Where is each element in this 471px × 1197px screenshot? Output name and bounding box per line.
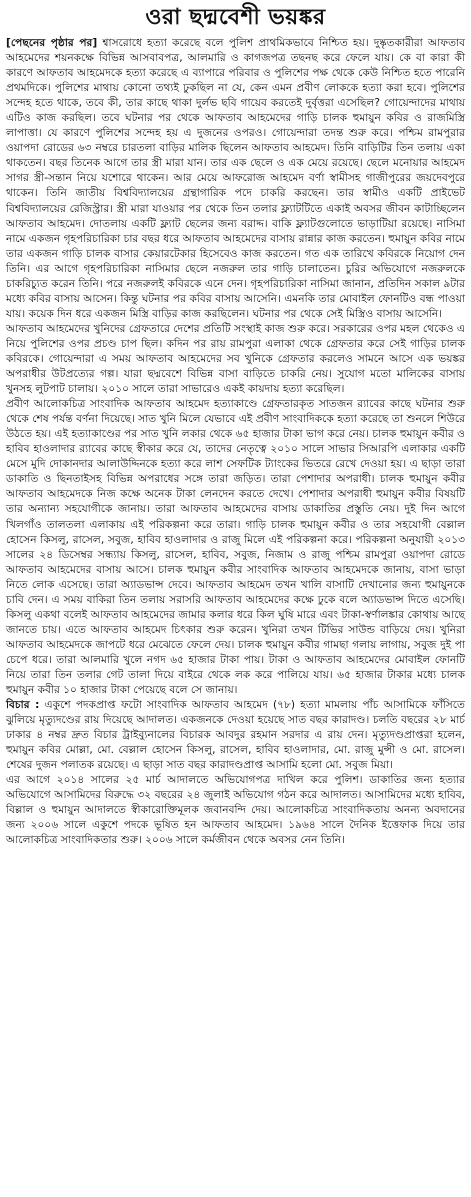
article-headline: ওরা ছদ্মবেশী ভয়ঙ্কর (145, 5, 326, 30)
article-paragraph-3 (6, 397, 465, 698)
article-paragraph-4 (6, 698, 465, 773)
section-lead-verdict: বিচার : (6, 699, 40, 712)
article-paragraph-2 (6, 322, 465, 397)
paragraph-text: এর আগে ২০১৪ সালের ২৫ মার্চ আদালতে অভিযোগপত্র দাখিল করে পুলিশ। ডাকাতির জন্য হত্যার অভিযোগে আসামিদের বিরুদ্ধে ৩২ বছরের ২৪ জুলাই অভিযোগ গঠন করে আদালত। আসামিদের মধ্যে হাবিব, বিল্লাল ও হুমায়ুন আদালতে স্বীকারোক্তিমূলক জবানবন্দি দেয়। আলোকচিত্র সাংবাদিকতায় অনন্য অবদানের জন্য ২০০৬ সালে একুশে পদকে ভূষিত হন আফতাব আহমেদ। ১৯৬৪ সালে দৈনিক ইত্তেফাক দিয়ে তার আলোকচিত্র সাংবাদিকতার শুরু। ২০০৬ সালে কর্মজীবন থেকে অবসর নেন তিনি। (6, 774, 465, 847)
article-paragraph-5 (6, 773, 465, 848)
paragraph-text: একুশে পদকপ্রাপ্ত ফটো সাংবাদিক আফতাব আহমেদ (৭৮) হত্যা মামলায় পাঁচ আসামিকে ফাঁসিতে ঝুলিয়ে মৃত্যুদণ্ডের রায় দিয়েছে আদালত। একজনকে দেওয়া হয়েছে সাত বছর কারাদণ্ড। চলতি বছরের ২৮ মার্চ ঢাকার ৪ নম্বর দ্রুত বিচার ট্রাইব্যুনালের বিচারক আবদুর রহমান সরদার এ রায় দেন। মৃত্যুদণ্ডপ্রাপ্তরা হলেন, হুমায়ুন কবির মোল্লা, মো. বেল্লাল হোসেন কিসলু, রাসেল, হাবিব হাওলাদার, মো. রাজু মুন্সী ও মো. রাসেল। শেষের দুজন পলাতক রয়েছে। এ ছাড়া সাত বছর কারাদণ্ডপ্রাপ্ত আসামি হলো মো. সবুজ মিয়া। (6, 699, 466, 772)
paragraph-text: শ্বাসরোধে হত্যা করেছে বলে পুলিশ প্রাথমিকভাবে নিশ্চিত হয়। দুষ্কৃতকারীরা আফতাব আহমেদের শয়নকক্ষে বিভিন্ন আসবাবপত্র, আলমারি ও কাগজপত্র তছনছ করে ফেলে যায়। কে বা কারা কী কারণে আফতাব আহমেদকে হত্যা করেছে এ ব্যাপারে পরিবার ও পুলিশের পক্ষ থেকে কেউ নিশ্চিত হতে পারেনি প্রথমদিকে। পুলিশের মাথায় কোনো তথ্যই ঢুকছিল না যে, কেন এমন প্রবীণ লোককে হত্যা করা হবে। পুলিশের সন্দেহ হতে থাকে, তবে কী, তার কাছে থাকা দুর্লভ ছবি গায়েব করতেই দুর্বৃত্তরা এসেছিল? গোয়েন্দাদের মাথায় এটিও কাজ করছিল। তবে ঘটনার পর থেকে আফতাব আহমেদের গাড়ি চালক হুমায়ুন কবির ও রাজমিস্ত্রি লাপাত্তা। যে কারণে পুলিশের সন্দেহ হয় এ দুজনের ওপরও। গোয়েন্দারা তদন্ত শুরু করে। পশ্চিম রামপুরার ওয়াপদা রোডের ৬৩ নম্বরে চারতলা বাড়ির মালিক ছিলেন আফতাব আহমেদ। তিনি বাড়িটির তিন তলায় একা থাকতেন। বছর তিনেক আগে তার স্ত্রী মারা যান। তার এক ছেলে ও এক মেয়ে রয়েছে। ছেলে মনোয়ার আহমেদ সাগর স্ত্রী-সন্তান নিয়ে যশোরে থাকেন। আর মেয়ে আফরোজ আহমেদ বর্ণা স্বামীসহ গাজীপুরের জয়দেবপুরে থাকেন। তিনি জাতীয় বিশ্ববিদ্যালয়ের গ্রন্থাগারিক পদে চাকরি করছেন। তার স্বামীও একটি প্রাইভেট বিশ্ববিদ্যালয়ের রেজিস্ট্রার। স্ত্রী মারা যাওয়ার পর থেকে তিন তলার ফ্ল্যাটটিতে একাই অবসর জীবন কাটাচ্ছিলেন আফতাব আহমেদ। দোতলায় একটি ফ্ল্যাট ছেলের জন্য বরাদ্দ। বাকি ফ্ল্যাটগুলোতে ভাড়াটিয়া রয়েছে। নাসিমা নামে একজন গৃহপরিচারিকা চার বছর ধরে আফতাব আহমেদের বাসায় রান্নার কাজ করতেন। হুমায়ুন কবির নামে তার একজন গাড়ি চালক বাসার কেয়ারটেকার হিসেবেও কাজ করতেন। গত এক তারিখে কবিরকে নিয়োগ দেন তিনি। এর আগে গৃহপরিচারিকা নাসিমার ছেলে নজরুল তার গাড়ি চালাতেন। চুরির অভিযোগে নজরুলকে চাকরিচ্যুত করেন তিনি। পরে নজরুলই কবিরকে এনে দেন। গৃহপরিচারিকা নাসিমা জানান, প্রতিদিন সকাল ৯টার মধ্যে কবির বাসায় আসেন। কিন্তু ঘটনার পর কবির বাসায় আসেনি। এমনকি তার মোবাইল ফোনটিও বন্ধ পাওয়া যায়। কয়েক দিন ধরে একজন মিস্ত্রি বাড়ির কাজ করছিলেন। ঘটনার পর থেকে সেই মিস্ত্রিও বাসায় আসেনি। (6, 37, 466, 320)
paragraph-text: প্রবীণ আলোকচিত্র সাংবাদিক আফতাব আহমেদ হত্যাকাণ্ডে গ্রেফতারকৃত সাতজন র‌্যাবের কাছে ঘটনার শুরু থেকে শেষ পর্যন্ত বর্ণনা দিয়েছে। সাত খুনি মিলে যেভাবে এই প্রবীণ সাংবাদিককে হত্যা করেছে তা শুনলে শিউরে উঠতে হয়। এই হত্যাকাণ্ডের পর সাত খুনি লকার থেকে ৬৫ হাজার টাকা ভাগ করে নেয়। চালক হুমায়ুন কবীর ও হাবিব হাওলাদার র‌্যাবের কাছে স্বীকার করে যে, তাদের নেতৃত্বে ২০১০ সালে সাভার সিআরপি এলাকার একটি মেসে মুদি দোকানদার আলাউদ্দিনকে হত্যা করে লাশ সেফটিক ট্যাংকের ভিতরে রেখে দেওয়া হয়। এ ছাড়া তারা ডাকাতি ও ছিনতাইসহ বিভিন্ন অপরাধের সঙ্গে তারা জড়িত। তারা পেশাদার অপরাধী। চালক হুমায়ুন কবীর আফতাব আহমেদকে নিজ কক্ষে অনেক টাকা লেনদেন করতে দেখে। পেশাদার অপরাধী হুমায়ুন কবীর বিষয়টি তার অন্যান্য সহযোগীকে জানায়। তারা আফতাব আহমেদের বাসায় ডাকাতির প্রস্তুতি নেয়। দুই দিন আগে খিলগাঁও তালতলা এলাকায় এই পরিকল্পনা করে তারা। গাড়ি চালক হুমায়ুন কবীর ও তার সহযোগী বেল্লাল হোসেন কিসলু, রাসেল, সবুজ, হাবিব হাওলাদার ও রাজু মিলে এই পরিকল্পনা করে। পরিকল্পনা অনুযায়ী ২০১৩ সালের ২৪ ডিসেম্বর সন্ধ্যায় কিসলু, রাসেল, হাবিব, সবুজ, নিজাম ও রাজু পশ্চিম রামপুরা ওয়াপদা রোডে আফতাব আহমেদের বাসায় আসে। চালক হুমায়ুন কবীর সাংবাদিক আফতাব আহমেদকে জানায়, বাসা ভাড়া নিতে লোক এসেছে। তারা অ্যাডভান্স দেবে। আফতাব আহমেদ তখন খালি বাসাটি দেখানোর জন্য হুমায়ুনকে চাবি দেন। এ সময় বাকিরা তিন তলায় সরাসরি আফতাব আহমেদের কক্ষে ঢুকে বলে অ্যাডভান্স দিতে এসেছি। কিসলু একথা বলেই আফতাব আহমেদের জামার কলার ধরে কিল ঘুষি মারে এবং টাকা-স্বর্ণালঙ্কার কোথায় আছে জানতে চায়। এতে আফতাব আহমেদ চিৎকার শুরু করেন। খুনিরা তখন টিভির সাউন্ড বাড়িয়ে দেয়। খুনিরা আফতাব আহমেদকে জাপটে ধরে মেঝেতে ফেলে দেয়। চালক হুমায়ুন কবীর গামছা গলায় লাগায়, সবুজ দুই পা চেপে ধরে। তারা আলমারি খুলে নগদ ৬৫ হাজার টাকা পায়। টাকা ও আফতাব আহমেদের মোবাইল ফোনটি নিয়ে তারা তিন তলার গেট তালা দিয়ে বাইরে থেকে লক করে পালিয়ে যায়। ৬৫ হাজার টাকার মধ্যে চালক হুমায়ুন কবীর ১০ হাজার টাকা পেয়েছে বলে সে জানায়। (6, 398, 466, 697)
article-paragraph-1 (6, 36, 465, 322)
paragraph-text: আফতাব আহমেদের খুনিদের গ্রেফতারে দেশের প্রতিটি সংস্থাই কাজ শুরু করে। সরকারের ওপর মহল থেকেও এ নিয়ে পুলিশের ওপর প্রচণ্ড চাপ ছিল। কদিন পর রায় রামপুরা এলাকা থেকে গ্রেফতার করে সেই গাড়ির চালক কবিরকে। গোয়েন্দারা এ সময় আফতাব আহমেদের সব খুনিকে গ্রেফতার করলেও সামনে আসে এক ভয়ঙ্কর অপরাধীর উটপ্রত্যের গল্প। যারা ছদ্মবেশে বিভিন্ন বাসা বাড়িতে চাকরি নেয়। সুযোগ মতো মালিকের বাসায় খুনসহ লুটপাট চালায়। ২০১০ সালে তারা সাভারেও একই কায়দায় হত্যা করেছিল। (6, 322, 465, 396)
continuation-marker: [পেছনের পৃষ্ঠার পর] (6, 37, 98, 49)
